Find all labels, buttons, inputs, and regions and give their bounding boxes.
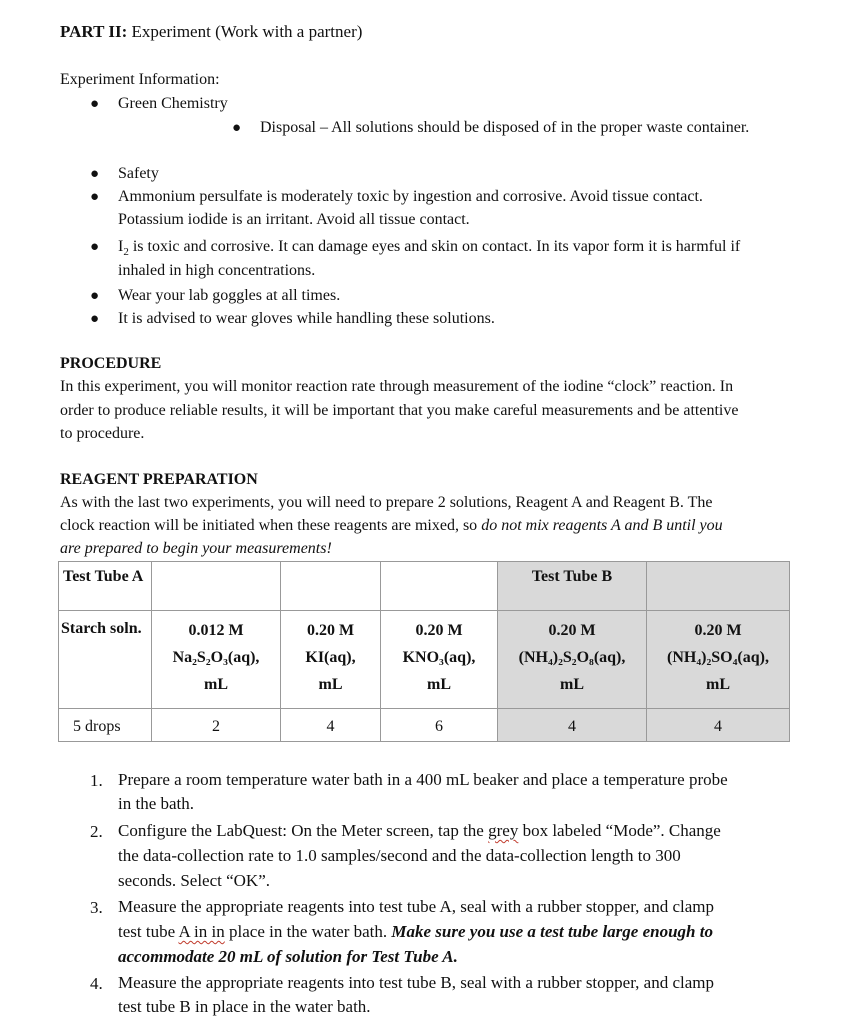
step-number: 3. bbox=[90, 898, 103, 917]
reagent-prep-line2-plain: clock reaction will be initiated when these reagents are mixed, so bbox=[60, 517, 482, 534]
step1-line1: Prepare a room temperature water bath in a 400 mL beaker and place a temperature probe bbox=[118, 770, 728, 789]
reagent-prep-title: REAGENT PREPARATION bbox=[60, 471, 258, 488]
step3-emphasis: Make sure you use a test tube large enough to bbox=[391, 922, 713, 941]
procedure-line2: order to produce reliable results, it will be important that you make careful measurements and be attentive bbox=[60, 402, 739, 419]
value-persulfate: 4 bbox=[498, 709, 647, 742]
value-thiosulfate: 2 bbox=[152, 709, 281, 742]
spell-flag-grey: grey bbox=[488, 821, 519, 840]
bullet-icon: ● bbox=[90, 239, 100, 255]
procedure-title: PROCEDURE bbox=[60, 355, 162, 372]
step3-line3: accommodate 20 mL of solution for Test Tube A. bbox=[118, 947, 458, 966]
col-persulfate: 0.20 M (NH₄)₂S₂O₈(aq), mL bbox=[498, 611, 647, 709]
step1-line2: in the bath. bbox=[118, 794, 195, 813]
value-starch: 5 drops bbox=[59, 709, 152, 742]
procedure-line3: to procedure. bbox=[60, 425, 145, 442]
reagent-prep-line1: As with the last two experiments, you will need to prepare 2 solutions, Reagent A and Reagent B. The bbox=[60, 494, 713, 511]
table-reagent-row bbox=[59, 611, 790, 709]
header-test-tube-a: Test Tube A bbox=[59, 562, 152, 611]
value-ki: 4 bbox=[281, 709, 381, 742]
bullet-icon: ● bbox=[90, 96, 100, 112]
bullet-icon: ● bbox=[90, 189, 100, 205]
col-sulfate: 0.20 M (NH₄)₂SO₄(aq), mL bbox=[647, 611, 790, 709]
col-ki: 0.20 M KI(aq), mL bbox=[281, 611, 381, 709]
table-header-row bbox=[59, 562, 790, 611]
step4-line2: test tube B in place in the water bath. bbox=[118, 997, 371, 1016]
part-heading bbox=[60, 20, 362, 44]
goggles-text: Wear your lab goggles at all times. bbox=[118, 287, 341, 304]
bullet-icon: ● bbox=[90, 288, 100, 304]
spell-flag-a-in-in: A in in bbox=[178, 922, 225, 941]
iodine-rest: is toxic and corrosive. It can damage eyes and skin on contact. In its vapor form it is harmful if bbox=[128, 238, 741, 255]
iodine-line2: inhaled in high concentrations. bbox=[118, 262, 316, 279]
value-kno3: 6 bbox=[381, 709, 498, 742]
step2-line2: the data-collection rate to 1.0 samples/second and the data-collection length to 300 bbox=[118, 846, 681, 865]
step-number: 1. bbox=[90, 771, 103, 790]
reagent-prep-line2 bbox=[60, 514, 723, 538]
bullet-icon: ● bbox=[90, 166, 100, 182]
header-test-tube-b: Test Tube B bbox=[498, 562, 647, 611]
reagent-table bbox=[58, 561, 790, 742]
iodine-symbol: I bbox=[118, 238, 124, 255]
part-label: PART II: bbox=[60, 22, 128, 41]
exp-info-title: Experiment Information: bbox=[60, 71, 220, 88]
value-sulfate: 4 bbox=[647, 709, 790, 742]
col-thiosulfate: 0.012 M Na₂S₂O₃(aq), mL bbox=[152, 611, 281, 709]
step2-line3: seconds. Select “OK”. bbox=[118, 871, 271, 890]
step3-line2: test tube A in in place in the water bath. Make sure you use a test tube large enough to bbox=[118, 922, 713, 941]
iodine-subscript: 2 bbox=[123, 246, 129, 259]
step4-line1: Measure the appropriate reagents into test tube B, seal with a rubber stopper, and clamp bbox=[118, 973, 715, 992]
ammonium-line2: Potassium iodide is an irritant. Avoid all tissue contact. bbox=[118, 211, 470, 228]
bullet-icon: ● bbox=[232, 120, 242, 136]
bullet-icon: ● bbox=[90, 311, 100, 327]
safety-label: Safety bbox=[118, 165, 159, 182]
part-title: Experiment (Work with a partner) bbox=[131, 22, 363, 41]
procedure-line1: In this experiment, you will monitor reaction rate through measurement of the iodine “clock” reaction. In bbox=[60, 378, 734, 395]
step-number: 2. bbox=[90, 822, 103, 841]
ammonium-line1: Ammonium persulfate is moderately toxic by ingestion and corrosive. Avoid tissue contact. bbox=[118, 188, 703, 205]
step3-line1: Measure the appropriate reagents into test tube A, seal with a rubber stopper, and clamp bbox=[118, 897, 715, 916]
step-number: 4. bbox=[90, 974, 103, 993]
reagent-prep-line3: are prepared to begin your measurements! bbox=[60, 540, 332, 557]
disposal-text: Disposal – All solutions should be disposed of in the proper waste container. bbox=[260, 119, 750, 136]
green-chemistry: Green Chemistry bbox=[118, 95, 228, 112]
col-kno3: 0.20 M KNO₃(aq), mL bbox=[381, 611, 498, 709]
step2-line1: Configure the LabQuest: On the Meter screen, tap the grey box labeled “Mode”. Change bbox=[118, 821, 721, 840]
gloves-text: It is advised to wear gloves while handling these solutions. bbox=[118, 310, 495, 327]
col-starch: Starch soln. bbox=[59, 611, 152, 709]
reagent-prep-line2-italic: do not mix reagents A and B until you bbox=[481, 517, 723, 534]
table-value-row bbox=[59, 709, 790, 742]
